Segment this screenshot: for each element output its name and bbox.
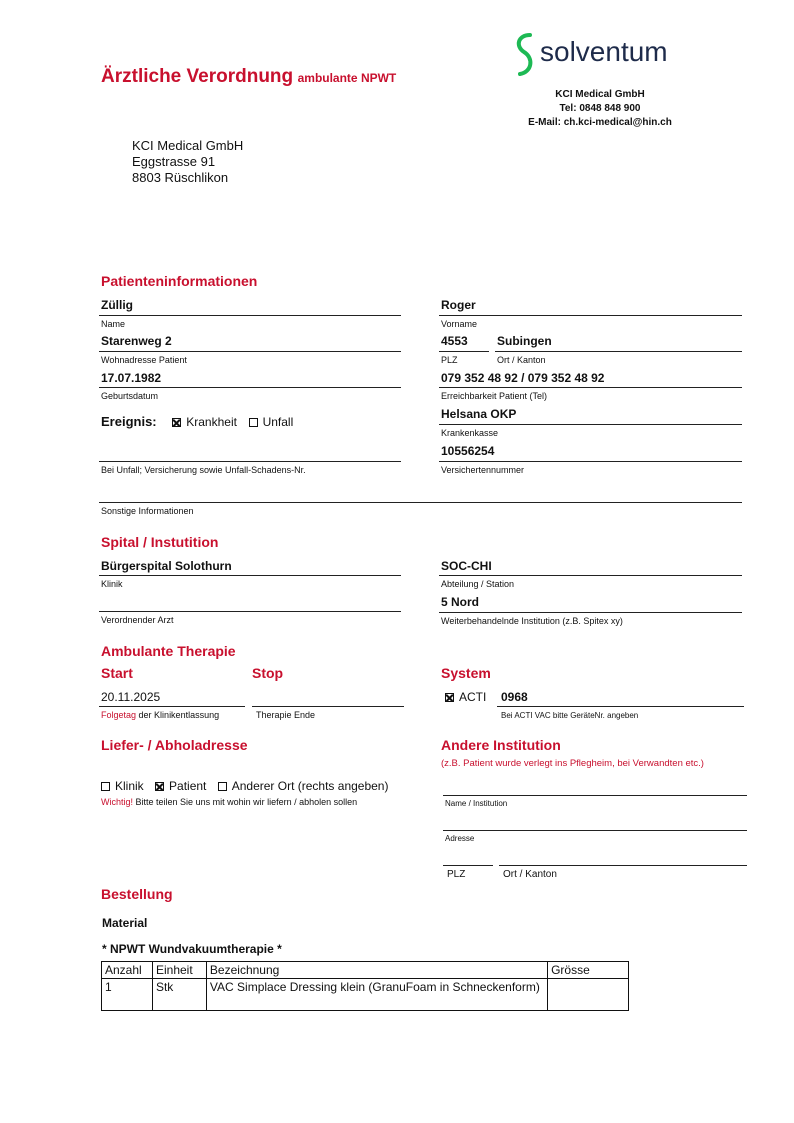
patient-vorname-value[interactable]: Roger (441, 298, 476, 312)
table-row[interactable] (102, 979, 629, 1011)
event-row (101, 414, 293, 429)
stop-sublabel: Therapie Ende (256, 710, 316, 720)
column-header-size: Grösse (548, 962, 629, 979)
section-other-institution: Andere Institution (441, 737, 561, 753)
clinic-value[interactable]: Bürgerspital Solothurn (101, 559, 232, 573)
recipient-line1: KCI Medical GmbH (132, 138, 244, 153)
column-header-unit: Einheit (152, 962, 206, 979)
system-option-acti[interactable]: ACTI (445, 690, 486, 704)
delivery-options (101, 779, 388, 793)
event-option-unfall[interactable]: Unfall (249, 415, 294, 429)
recipient-address (132, 138, 243, 186)
form-subtitle: ambulante NPWT (297, 71, 397, 85)
insurer-label: Krankenkasse (441, 428, 499, 438)
other-name-field[interactable] (443, 795, 747, 796)
divider (439, 351, 489, 352)
divider (495, 351, 742, 352)
divider (99, 315, 401, 316)
section-therapy: Ambulante Therapie (101, 643, 236, 659)
divider (439, 387, 742, 388)
checkbox-icon[interactable] (249, 418, 258, 427)
device-no-value[interactable]: 0968 (501, 690, 528, 704)
patient-ort-value[interactable]: Subingen (497, 334, 552, 348)
column-header-qty: Anzahl (102, 962, 153, 979)
patient-birth-label: Geburtsdatum (101, 391, 159, 401)
start-sublabel: Folgetag der Klinikentlassung (101, 710, 220, 720)
divider (439, 575, 742, 576)
patient-name-label: Name (101, 319, 126, 329)
insured-no-value[interactable]: 10556254 (441, 444, 495, 458)
divider (99, 387, 401, 388)
patient-plz-label: PLZ (441, 355, 458, 365)
divider (99, 611, 401, 612)
therapy-heading: * NPWT Wundvakuumtherapie * (102, 942, 282, 956)
other-plz-label: PLZ (447, 869, 466, 880)
company-tel: Tel: 0848 848 900 (559, 103, 641, 114)
delivery-option-other[interactable]: Anderer Ort (rechts angeben) (218, 779, 389, 793)
device-note: Bei ACTI VAC bitte GeräteNr. angeben (501, 711, 639, 720)
delivery-option-patient[interactable]: Patient (155, 779, 206, 793)
patient-name-value[interactable]: Züllig (101, 298, 133, 312)
cell-qty[interactable]: 1 (102, 979, 153, 1011)
therapy-system-heading: System (441, 665, 491, 681)
patient-phone-value[interactable]: 079 352 48 92 / 079 352 48 92 (441, 371, 605, 385)
divider (252, 706, 404, 707)
logo-s-icon (510, 32, 540, 78)
other-address-label: Adresse (445, 834, 475, 843)
table-header-row (102, 962, 629, 979)
divider (439, 315, 742, 316)
cell-desc[interactable]: VAC Simplace Dressing klein (GranuFoam in Schneckenform) (206, 979, 547, 1011)
checkbox-checked-icon[interactable] (445, 693, 454, 702)
patient-address-value[interactable]: Starenweg 2 (101, 334, 172, 348)
section-delivery: Liefer- / Abholadresse (101, 737, 248, 753)
divider (99, 461, 401, 462)
therapy-stop-heading: Stop (252, 665, 284, 681)
start-date-value[interactable]: 20.11.2025 (101, 690, 161, 704)
insured-no-label: Versichertennummer (441, 465, 525, 475)
divider (99, 351, 401, 352)
divider (99, 575, 401, 576)
recipient-line2: Eggstrasse 91 (132, 154, 216, 169)
event-label: Ereignis: (101, 414, 157, 429)
divider (99, 706, 245, 707)
checkbox-checked-icon[interactable] (172, 418, 181, 427)
page-title (101, 66, 396, 88)
checkbox-checked-icon[interactable] (155, 782, 164, 791)
accident-label: Bei Unfall; Versicherung sowie Unfall-Schadens-Nr. (101, 465, 306, 475)
divider (439, 461, 742, 462)
next-institution-label: Weiterbehandelnde Institution (z.B. Spitex xy) (441, 616, 623, 626)
section-order: Bestellung (101, 886, 173, 902)
divider (99, 502, 742, 503)
delivery-warning: Wichtig! Bitte teilen Sie uns mit wohin wir liefern / abholen sollen (101, 797, 358, 807)
patient-plz-value[interactable]: 4553 (441, 334, 468, 348)
other-address-field[interactable] (443, 830, 747, 831)
patient-phone-label: Erreichbarkeit Patient (Tel) (441, 391, 548, 401)
company-contact (500, 88, 700, 130)
event-option-krankheit[interactable]: Krankheit (172, 415, 237, 429)
divider (497, 706, 744, 707)
checkbox-icon[interactable] (218, 782, 227, 791)
material-table (101, 961, 629, 1011)
company-name: KCI Medical GmbH (555, 89, 645, 100)
patient-birth-value[interactable]: 17.07.1982 (101, 371, 162, 385)
patient-address-label: Wohnadresse Patient (101, 355, 187, 365)
cell-unit[interactable]: Stk (152, 979, 206, 1011)
patient-ort-label: Ort / Kanton (497, 355, 546, 365)
checkbox-icon[interactable] (101, 782, 110, 791)
material-label: Material (102, 916, 148, 930)
doctor-label: Verordnender Arzt (101, 615, 174, 625)
other-ort-field[interactable] (499, 865, 747, 866)
other-institution-note: (z.B. Patient wurde verlegt ins Pflegheim, bei Verwandten etc.) (441, 758, 704, 769)
patient-vorname-label: Vorname (441, 319, 478, 329)
therapy-start-heading: Start (101, 665, 133, 681)
divider (439, 612, 742, 613)
department-label: Abteilung / Station (441, 579, 515, 589)
recipient-line3: 8803 Rüschlikon (132, 170, 229, 185)
delivery-option-klinik[interactable]: Klinik (101, 779, 144, 793)
next-institution-value[interactable]: 5 Nord (441, 595, 480, 609)
other-ort-label: Ort / Kanton (503, 869, 557, 880)
section-hospital: Spital / Instutition (101, 534, 219, 550)
insurer-value[interactable]: Helsana OKP (441, 407, 517, 421)
company-email: E-Mail: ch.kci-medical@hin.ch (528, 117, 672, 128)
form-title: Ärztliche Verordnung (101, 66, 294, 87)
other-name-label: Name / Institution (445, 799, 508, 808)
logo-wordmark: solventum (540, 36, 668, 67)
section-patient: Patienteninformationen (101, 273, 258, 289)
other-info-label: Sonstige Informationen (101, 506, 194, 516)
clinic-label: Klinik (101, 579, 123, 589)
other-plz-field[interactable] (443, 865, 493, 866)
divider (439, 424, 742, 425)
column-header-desc: Bezeichnung (206, 962, 547, 979)
cell-size[interactable] (548, 979, 629, 1011)
department-value[interactable]: SOC-CHI (441, 559, 492, 573)
